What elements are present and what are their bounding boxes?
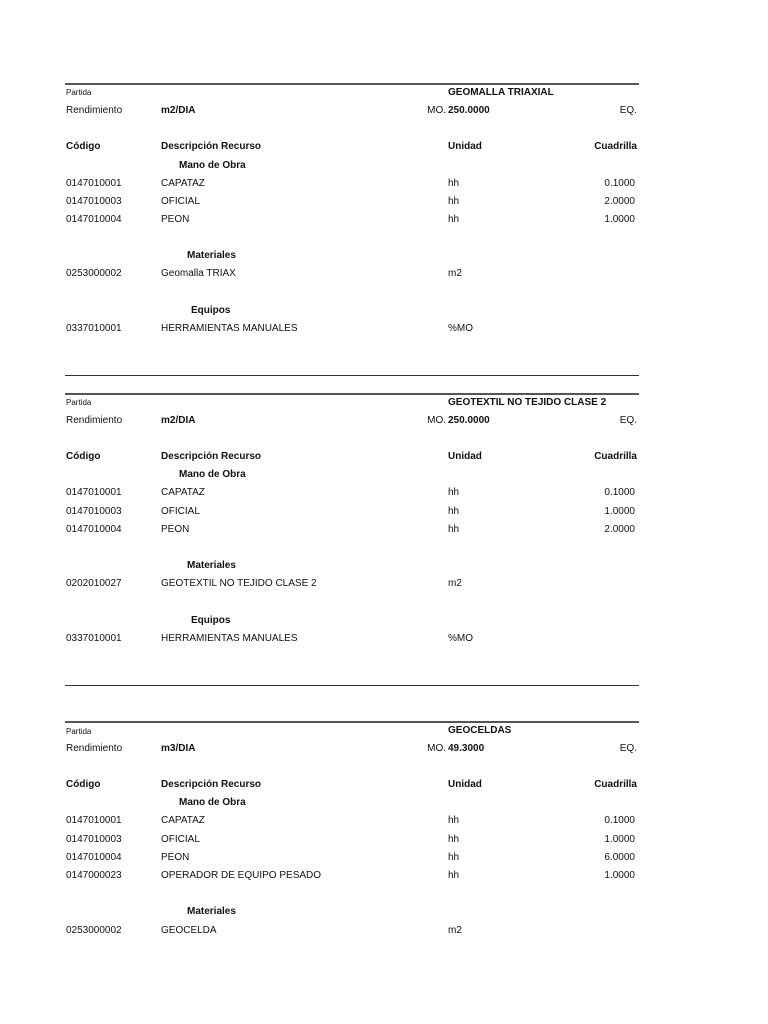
partida-label: Partida [66,398,92,407]
row-descripcion: OFICIAL [161,506,200,517]
mo-label: MO. [427,743,446,754]
row-descripcion: OPERADOR DE EQUIPO PESADO [161,870,322,881]
row-unidad: hh [448,834,460,845]
row-cuadrilla: 6.0000 [604,852,635,863]
row-cuadrilla: 2.0000 [604,196,635,207]
row-cuadrilla: 1.0000 [604,214,635,225]
section-materiales: Materiales [187,250,236,261]
section-equipos: Equipos [191,615,231,626]
partida-label: Partida [66,88,92,97]
header-descripcion: Descripción Recurso [161,141,262,152]
rendimiento-unit: m3/DIA [161,743,196,754]
row-codigo: 0147010004 [66,524,122,535]
mo-value: 250.0000 [448,415,490,426]
row-unidad: %MO [448,633,473,644]
row-codigo: 0253000002 [66,925,122,936]
row-descripcion: CAPATAZ [161,487,205,498]
row-descripcion: PEON [161,524,190,535]
row-codigo: 0147010003 [66,834,122,845]
row-descripcion: OFICIAL [161,834,200,845]
row-unidad: hh [448,852,460,863]
eq-label: EQ. [619,105,637,116]
row-codigo: 0253000002 [66,268,122,279]
header-descripcion: Descripción Recurso [161,451,262,462]
header-cuadrilla: Cuadrilla [594,451,637,462]
row-cuadrilla: 2.0000 [604,524,635,535]
row-descripcion: PEON [161,852,190,863]
partida-top-rule [65,83,639,85]
row-codigo: 0147010003 [66,196,122,207]
row-codigo: 0337010001 [66,633,122,644]
header-codigo: Código [66,141,101,152]
row-codigo: 0147010004 [66,214,122,225]
rendimiento-label: Rendimiento [66,415,123,426]
partida-label: Partida [66,727,92,736]
mo-label: MO. [427,415,446,426]
partida-title: GEOMALLA TRIAXIAL [448,87,554,98]
section-mano-de-obra: Mano de Obra [179,160,246,171]
row-cuadrilla: 1.0000 [604,506,635,517]
partida-bottom-rule [65,685,639,686]
row-unidad: hh [448,506,460,517]
row-codigo: 0147010001 [66,487,122,498]
row-descripcion: CAPATAZ [161,815,205,826]
row-descripcion: HERRAMIENTAS MANUALES [161,633,298,644]
row-cuadrilla: 0.1000 [604,815,635,826]
header-cuadrilla: Cuadrilla [594,141,637,152]
eq-label: EQ. [619,743,637,754]
rendimiento-unit: m2/DIA [161,105,196,116]
header-unidad: Unidad [448,451,482,462]
row-cuadrilla: 1.0000 [604,870,635,881]
header-unidad: Unidad [448,779,482,790]
row-unidad: m2 [448,578,462,589]
mo-value: 49.3000 [448,743,485,754]
section-materiales: Materiales [187,906,236,917]
section-mano-de-obra: Mano de Obra [179,469,246,480]
row-unidad: hh [448,178,460,189]
section-mano-de-obra: Mano de Obra [179,797,246,808]
row-unidad: hh [448,870,460,881]
row-descripcion: CAPATAZ [161,178,205,189]
row-descripcion: GEOCELDA [161,925,217,936]
rendimiento-label: Rendimiento [66,743,123,754]
row-unidad: m2 [448,268,462,279]
row-descripcion: OFICIAL [161,196,200,207]
row-unidad: m2 [448,925,462,936]
row-unidad: hh [448,214,460,225]
row-unidad: hh [448,815,460,826]
row-descripcion: GEOTEXTIL NO TEJIDO CLASE 2 [161,578,317,589]
header-codigo: Código [66,451,101,462]
mo-value: 250.0000 [448,105,490,116]
partida-title: GEOCELDAS [448,725,512,736]
row-codigo: 0147000023 [66,870,122,881]
row-codigo: 0147010004 [66,852,122,863]
rendimiento-unit: m2/DIA [161,415,196,426]
row-descripcion: Geomalla TRIAX [161,268,236,279]
row-codigo: 0147010003 [66,506,122,517]
header-cuadrilla: Cuadrilla [594,779,637,790]
row-codigo: 0147010001 [66,815,122,826]
header-unidad: Unidad [448,141,482,152]
row-codigo: 0337010001 [66,323,122,334]
partida-bottom-rule [65,375,639,376]
section-materiales: Materiales [187,560,236,571]
row-unidad: hh [448,524,460,535]
row-unidad: %MO [448,323,473,334]
eq-label: EQ. [619,415,637,426]
partida-top-rule [65,721,639,723]
section-equipos: Equipos [191,305,231,316]
row-unidad: hh [448,487,460,498]
row-descripcion: PEON [161,214,190,225]
header-descripcion: Descripción Recurso [161,779,262,790]
mo-label: MO. [427,105,446,116]
partida-top-rule [65,393,639,395]
rendimiento-label: Rendimiento [66,105,123,116]
row-unidad: hh [448,196,460,207]
row-cuadrilla: 0.1000 [604,487,635,498]
header-codigo: Código [66,779,101,790]
row-descripcion: HERRAMIENTAS MANUALES [161,323,298,334]
row-codigo: 0202010027 [66,578,122,589]
row-cuadrilla: 1.0000 [604,834,635,845]
row-codigo: 0147010001 [66,178,122,189]
row-cuadrilla: 0.1000 [604,178,635,189]
partida-title: GEOTEXTIL NO TEJIDO CLASE 2 [448,397,607,408]
